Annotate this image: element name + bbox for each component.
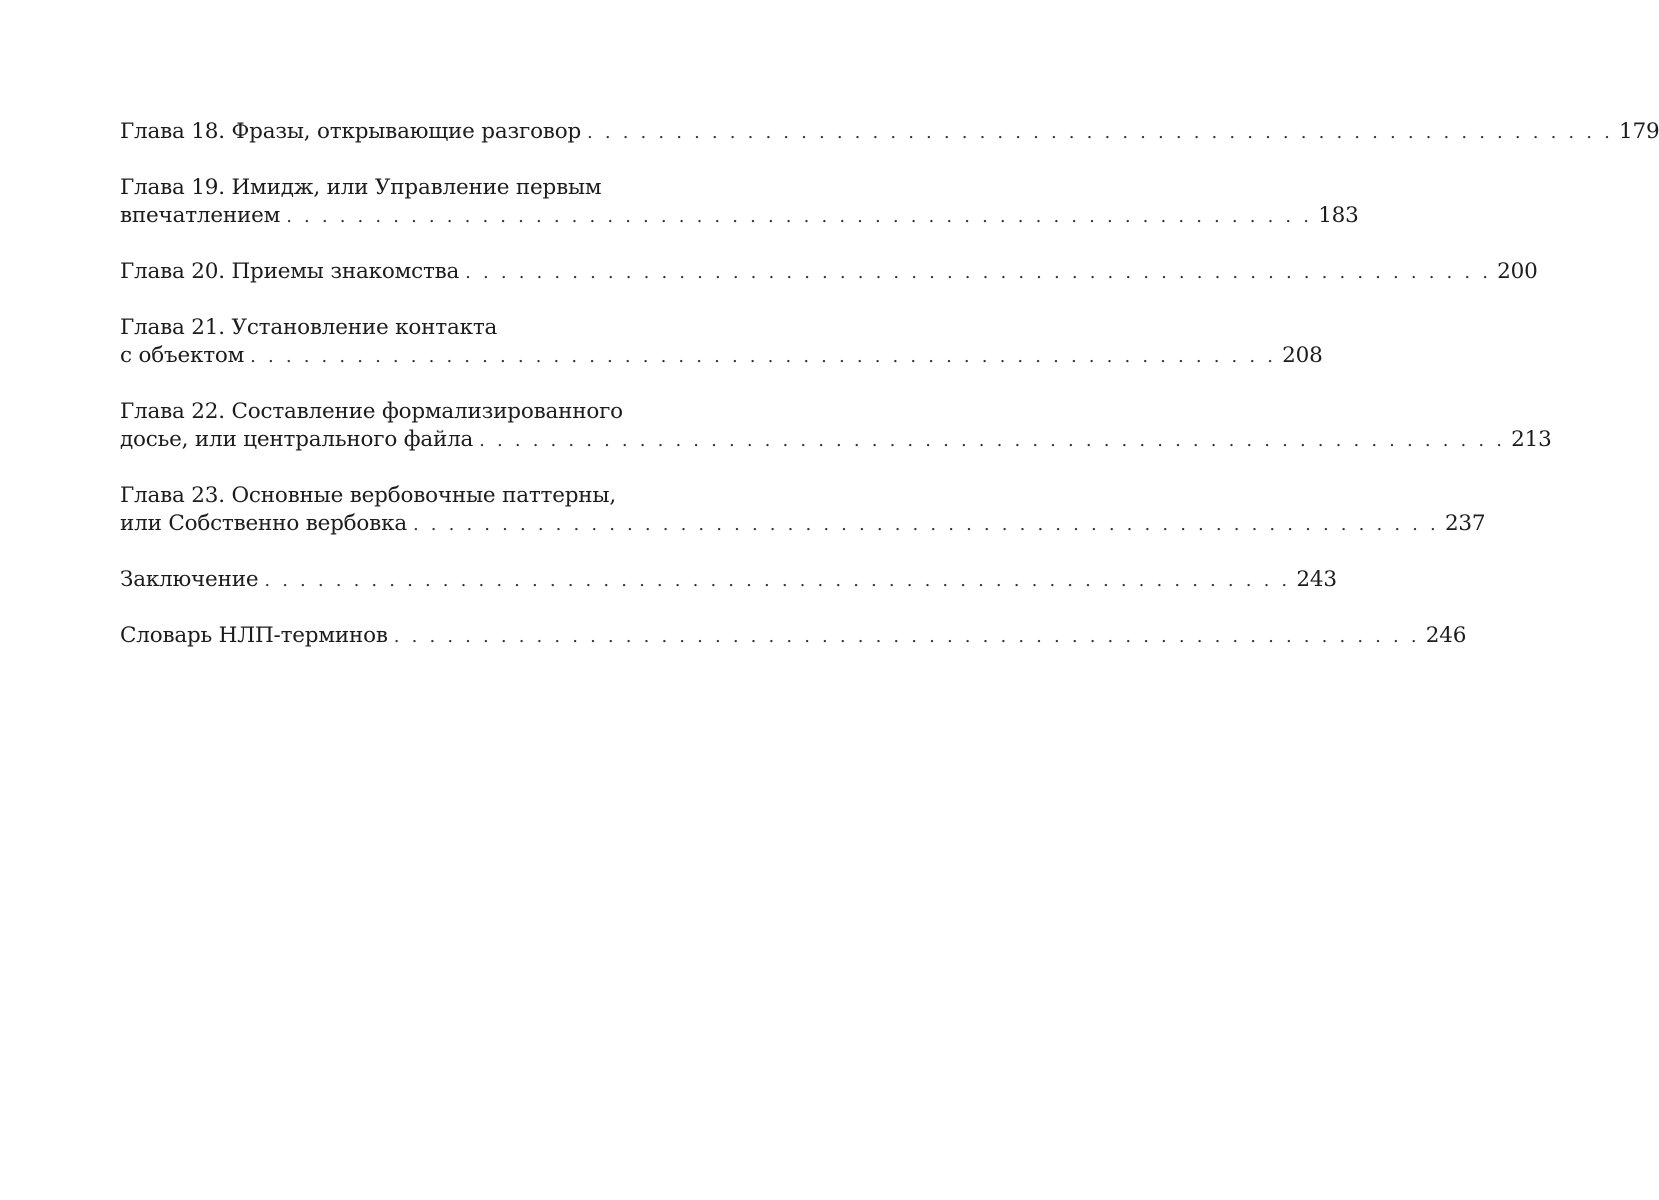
dot-leader: . . . . . . . . . . . . . . . . . . . . . . . . . . . . . . . . . . . . . . . . . . . . . . . . . . . . . . . . . . bbox=[264, 570, 1291, 591]
toc-entry-title-continued: с объектом bbox=[120, 343, 245, 368]
dot-leader: . . . . . . . . . . . . . . . . . . . . . . . . . . . . . . . . . . . . . . . . . . . . . . . . . . . . . . . . . . bbox=[412, 514, 1439, 535]
toc-entry-chapter-20[interactable] bbox=[120, 258, 1538, 287]
toc-entry-page-number: 243 bbox=[1296, 567, 1337, 592]
toc-entry-title: Глава 22. Составление формализированного bbox=[120, 399, 623, 424]
toc-entry-page-number: 237 bbox=[1444, 511, 1486, 536]
toc-entry-glossary[interactable] bbox=[120, 622, 1467, 651]
toc-entry-chapter-22[interactable] bbox=[120, 398, 1552, 455]
toc-line bbox=[120, 174, 637, 202]
toc-entry-chapter-18[interactable] bbox=[120, 118, 1659, 147]
toc-line bbox=[120, 622, 1467, 651]
toc-entry-page-number: 246 bbox=[1425, 623, 1467, 648]
toc-entry-title: Глава 20. Приемы знакомства bbox=[120, 259, 460, 284]
toc-entry-conclusion[interactable] bbox=[120, 566, 1337, 595]
toc-entry-page-number: 208 bbox=[1282, 343, 1323, 368]
toc-line bbox=[120, 202, 1359, 231]
toc-line bbox=[120, 258, 1538, 287]
toc-entry-title: Глава 21. Установление контакта bbox=[120, 315, 498, 340]
toc-entry-title: Глава 18. Фразы, открывающие разговор bbox=[120, 119, 582, 144]
toc-entry-page-number: 179 bbox=[1619, 119, 1659, 144]
toc-entry-title: Глава 23. Основные вербовочные паттерны, bbox=[120, 483, 616, 508]
toc-entry-title: Словарь НЛП-терминов bbox=[120, 623, 388, 648]
dot-leader: . . . . . . . . . . . . . . . . . . . . . . . . . . . . . . . . . . . . . . . . . . . . . . . . . . . . . . . . . . bbox=[250, 346, 1277, 367]
toc-line bbox=[120, 510, 1486, 539]
toc-line bbox=[120, 566, 1337, 595]
dot-leader: . . . . . . . . . . . . . . . . . . . . . . . . . . . . . . . . . . . . . . . . . . . . . . . . . . . . . . . . . . bbox=[393, 626, 1420, 647]
dot-leader: . . . . . . . . . . . . . . . . . . . . . . . . . . . . . . . . . . . . . . . . . . . . . . . . . . . . . . . . . . bbox=[479, 430, 1506, 451]
toc-line bbox=[120, 118, 1659, 147]
toc-entry-title: Глава 19. Имидж, или Управление первым bbox=[120, 175, 602, 200]
toc-entry-page-number: 183 bbox=[1318, 203, 1359, 228]
dot-leader: . . . . . . . . . . . . . . . . . . . . . . . . . . . . . . . . . . . . . . . . . . . . . . . . . . . . . . . . . . bbox=[587, 122, 1614, 143]
toc-line bbox=[120, 426, 1552, 455]
toc-entry-title-continued: впечатлением bbox=[120, 203, 281, 228]
dot-leader: . . . . . . . . . . . . . . . . . . . . . . . . . . . . . . . . . . . . . . . . . . . . . . . . . . . . . . . . . . bbox=[465, 262, 1492, 283]
toc-line bbox=[120, 398, 637, 426]
toc-entry-title-continued: или Собственно вербовка bbox=[120, 511, 407, 536]
toc-line bbox=[120, 314, 637, 342]
toc-line bbox=[120, 342, 1323, 371]
toc-entry-title-continued: досье, или центрального файла bbox=[120, 427, 474, 452]
dot-leader: . . . . . . . . . . . . . . . . . . . . . . . . . . . . . . . . . . . . . . . . . . . . . . . . . . . . . . . . . . bbox=[286, 206, 1313, 227]
toc-entry-title: Заключение bbox=[120, 567, 259, 592]
toc-line bbox=[120, 482, 637, 510]
table-of-contents bbox=[120, 118, 1659, 678]
toc-entry-chapter-23[interactable] bbox=[120, 482, 1486, 539]
toc-entry-chapter-19[interactable] bbox=[120, 174, 1359, 231]
toc-entry-chapter-21[interactable] bbox=[120, 314, 1323, 371]
toc-entry-page-number: 213 bbox=[1511, 427, 1552, 452]
toc-entry-page-number: 200 bbox=[1497, 259, 1538, 284]
